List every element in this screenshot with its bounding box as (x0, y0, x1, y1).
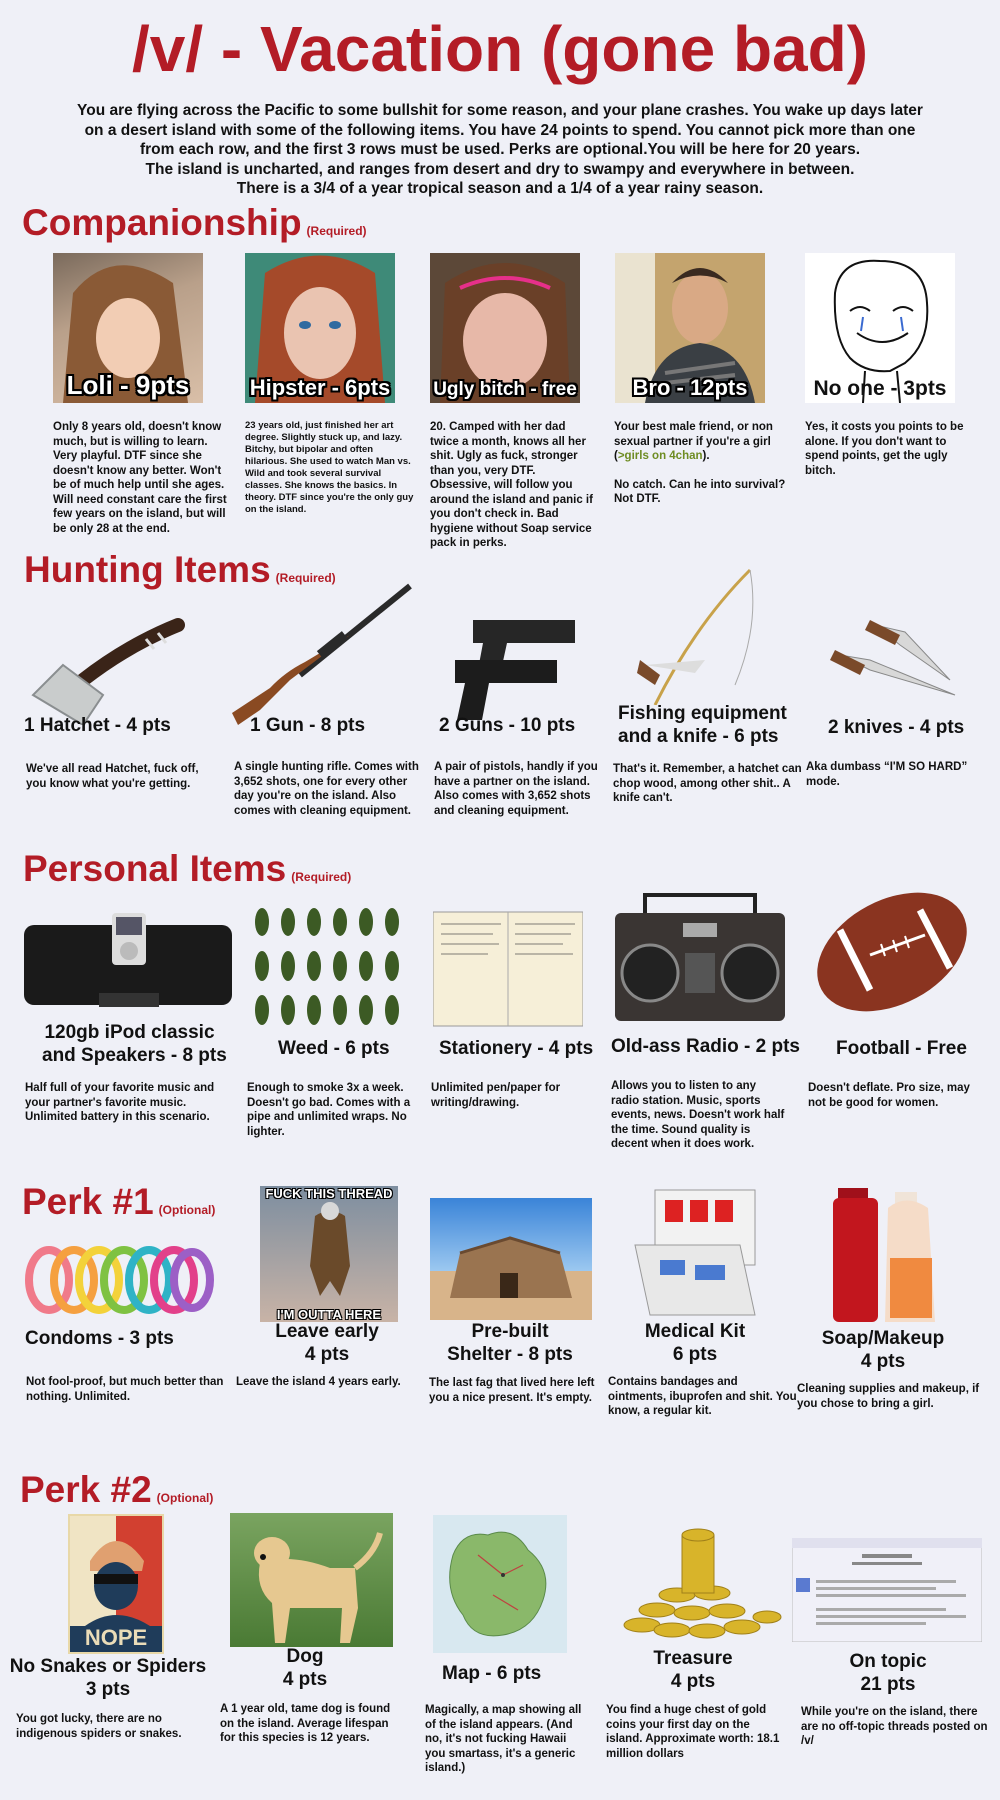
soap-desc: Cleaning supplies and makeup, if you chose to bring a girl. (797, 1383, 980, 1410)
fishing-desc: That's it. Remember, a hatchet can chop wood, among other shit.. A knife can't. (613, 763, 802, 804)
knives-label: 2 knives - 4 pts (828, 717, 965, 738)
ipod-speaker-icon (24, 913, 232, 1009)
section-title: Personal Items (23, 848, 287, 889)
hatchet-label: 1 Hatchet - 4 pts (24, 715, 171, 736)
ugly-label: Ugly bitch - free (433, 379, 577, 400)
no-snakes-desc: You got lucky, there are no indigenous spiders or snakes. (16, 1713, 182, 1740)
shelter-photo (430, 1198, 592, 1320)
section-heading-perk2 (20, 1469, 213, 1511)
condoms-desc: Not fool-proof, but much better than nothing. Unlimited. (26, 1376, 224, 1403)
map-label: Map - 6 pts (442, 1663, 542, 1684)
section-heading-companionship (22, 202, 367, 244)
section-title: Hunting Items (24, 549, 271, 590)
ipod-desc: Half full of your favorite music and your partner's favorite music. Unlimited battery in this scenario. (25, 1082, 215, 1123)
football-label: Football - Free (836, 1038, 967, 1059)
bro-desc-c: No catch. Can he into survival? Not DTF. (614, 478, 786, 505)
rifle-icon (230, 580, 415, 730)
soap-label-line2: 4 pts (860, 1351, 906, 1372)
hipster-photo (245, 253, 395, 403)
dog-label-line2: 4 pts (282, 1669, 328, 1690)
hatchet-desc: We've all read Hatchet, fuck off, you know what you're getting. (26, 763, 199, 790)
radio-icon (615, 893, 785, 1023)
section-title: Companionship (22, 202, 302, 243)
bro-desc (614, 420, 804, 507)
no-snakes-label-line2: 3 pts (85, 1679, 131, 1700)
knives-desc: Aka dumbass “I'M SO HARD” mode. (806, 761, 968, 788)
soap-bottles-icon (830, 1188, 942, 1324)
forever-alone-photo (805, 253, 955, 403)
ipod-label-line2: and Speakers - 8 pts (42, 1045, 227, 1066)
nope-text: NOPE (84, 1625, 148, 1650)
pistols-icon (445, 615, 585, 725)
weed-icon (248, 906, 408, 1030)
nope-poster (68, 1514, 164, 1654)
leave-early-meme (260, 1186, 398, 1322)
stationery-desc: Unlimited pen/paper for writing/drawing. (431, 1082, 561, 1109)
on-topic-label (823, 1650, 953, 1696)
section-title: Perk #1 (22, 1181, 154, 1222)
soap-label (808, 1327, 958, 1373)
dog-label-line1: Dog (286, 1646, 324, 1667)
section-heading-perk1 (22, 1181, 215, 1223)
medical-kit-label (635, 1320, 755, 1366)
fishing-label-line2: and a knife - 6 pts (618, 726, 779, 747)
intro-line: You are flying across the Pacific to some bullshit for some reason, and your plane crashes. You wake up days later (77, 102, 923, 119)
gold-coins-icon (612, 1525, 784, 1643)
island-map-icon (433, 1515, 567, 1653)
section-tag: (Required) (275, 571, 336, 585)
hipster-label: Hipster - 6pts (249, 375, 391, 400)
on-topic-desc: While you're on the island, there are no off-topic threads posted on /v/ (801, 1706, 988, 1747)
section-heading-personal (23, 848, 351, 890)
condoms-icon (24, 1240, 214, 1320)
intro-line: The island is uncharted, and ranges from desert and dry to swampy and everywhere in between. (145, 160, 855, 178)
bro-label: Bro - 12pts (632, 375, 748, 400)
fishing-rod-icon (635, 565, 765, 705)
bro-desc-a: Your best male friend, or non sexual partner if you're a girl ( (614, 421, 773, 462)
section-title: Perk #2 (20, 1469, 152, 1510)
section-tag: (Required) (306, 224, 367, 238)
intro-line: on a desert island with some of the following items. You have 24 points to spend. You cannot pick more than one (84, 121, 916, 139)
condoms-label: Condoms - 3 pts (25, 1328, 174, 1349)
section-tag: (Optional) (158, 1203, 216, 1217)
medical-kit-icon (630, 1185, 762, 1320)
radio-label: Old-ass Radio - 2 pts (611, 1036, 800, 1057)
dog-label (255, 1645, 355, 1691)
no-snakes-label (8, 1655, 208, 1701)
stationery-label: Stationery - 4 pts (439, 1038, 594, 1059)
no-one-desc: Yes, it costs you points to be alone. If you don't want to spend points, get the ugly bitch. (805, 421, 964, 477)
meme-bottom-text: I'M OUTTA HERE (276, 1307, 382, 1322)
dog-desc: A 1 year old, tame dog is found on the island. Average lifespan for this species is 12 years. (220, 1703, 391, 1744)
notebook-icon (433, 910, 583, 1028)
leave-early-label (262, 1320, 392, 1366)
football-icon (815, 880, 970, 1025)
weed-desc: Enough to smoke 3x a week. Doesn't go bad. Comes with a pipe and unlimited wraps. No lighter. (247, 1082, 411, 1138)
gun-label: 1 Gun - 8 pts (250, 715, 366, 736)
intro-text (30, 101, 970, 199)
ipod-label-line1: 120gb iPod classic (44, 1022, 215, 1043)
shelter-desc: The last fag that lived here left you a nice present. It's empty. (429, 1377, 595, 1404)
loli-photo (53, 253, 203, 403)
hipster-desc: 23 years old, just finished her art degree. Slightly stuck up, and lazy. Bitchy, but bipolar and often hilarious. She used to watch Man vs. Wild and took several survival classes. She knows the basics. In theory. DTF since you're the only guy on the island. (245, 420, 414, 515)
medical-kit-desc: Contains bandages and ointments, ibuprofen and shit. You know, a regular kit. (608, 1376, 797, 1417)
hatchet-icon (28, 615, 188, 725)
gun-desc: A single hunting rifle. Comes with 3,652 shots, one for every other day you're on the island. Also comes with cleaning equipment. (234, 761, 419, 817)
medical-kit-label-line1: Medical Kit (644, 1321, 746, 1342)
fishing-label-line1: Fishing equipment (618, 703, 787, 724)
loli-desc: Only 8 years old, doesn't know much, but is willing to learn. Very playful. DTF since she doesn't know any better. Won't be of much help until she ages. Will need constant care the first few years on the island, but will be only 28 at the end. (53, 421, 227, 535)
ipod-label (42, 1021, 227, 1067)
two-guns-label: 2 Guns - 10 pts (439, 715, 576, 736)
intro-line: from each row, and the first 3 rows must be used. Perks are optional.You will be here for 20 years. (139, 141, 861, 158)
shelter-label (430, 1320, 590, 1366)
medical-kit-label-line2: 6 pts (672, 1344, 718, 1365)
bro-desc-greentext: >girls on 4chan (617, 450, 703, 462)
shelter-label-line1: Pre-built (471, 1321, 549, 1342)
leave-early-label-line1: Leave early (275, 1321, 379, 1342)
treasure-label (633, 1647, 753, 1693)
no-one-label: No one - 3pts (813, 377, 947, 400)
leave-early-label-line2: 4 pts (304, 1344, 350, 1365)
two-guns-desc: A pair of pistols, handly if you have a partner on the island. Also comes with 3,652 shots and cleaning equipment. (434, 761, 598, 817)
treasure-label-line1: Treasure (653, 1648, 733, 1669)
knives-icon (830, 620, 960, 710)
no-snakes-label-line1: No Snakes or Spiders (9, 1656, 207, 1677)
weed-label: Weed - 6 pts (278, 1038, 390, 1059)
ugly-photo (430, 253, 580, 403)
fishing-label (618, 702, 787, 748)
bro-photo (615, 253, 765, 403)
radio-desc: Allows you to listen to any radio station. Music, sports events, news. Doesn't work half the time. Sound quality is decent when it does work. (611, 1080, 785, 1150)
dog-photo (230, 1513, 393, 1647)
on-topic-label-line2: 21 pts (860, 1674, 916, 1695)
on-topic-label-line1: On topic (849, 1651, 927, 1672)
page-title: /v/ - Vacation (gone bad) (131, 13, 869, 85)
section-tag: (Required) (291, 870, 352, 884)
ugly-desc: 20. Camped with her dad twice a month, knows all her shit. Ugly as fuck, stronger than you, very DTF. Obsessive, will follow you around the island and panic if you don't check in. Bad hygiene without Soap service pack in perks. (430, 421, 593, 549)
bro-desc-b: ). (702, 450, 710, 462)
loli-label: Loli - 9pts (66, 370, 190, 400)
board-screenshot-icon (792, 1538, 982, 1642)
treasure-desc: You find a huge chest of gold coins your first day on the island. Approximate worth: 18.1 million dollars (606, 1704, 780, 1760)
meme-top-text: FUCK THIS THREAD (265, 1186, 393, 1201)
section-tag: (Optional) (156, 1491, 214, 1505)
intro-line: There is a 3/4 of a year tropical season and a 1/4 of a year rainy season. (236, 180, 764, 197)
shelter-label-line2: Shelter - 8 pts (447, 1344, 573, 1365)
map-desc: Magically, a map showing all of the island appears. (And no, it's not fucking Hawaii you smartass, it's a generic island.) (425, 1704, 582, 1774)
soap-label-line1: Soap/Makeup (821, 1328, 945, 1349)
leave-early-desc: Leave the island 4 years early. (236, 1376, 401, 1388)
treasure-label-line2: 4 pts (670, 1671, 716, 1692)
football-desc: Doesn't deflate. Pro size, may not be good for women. (808, 1082, 970, 1109)
